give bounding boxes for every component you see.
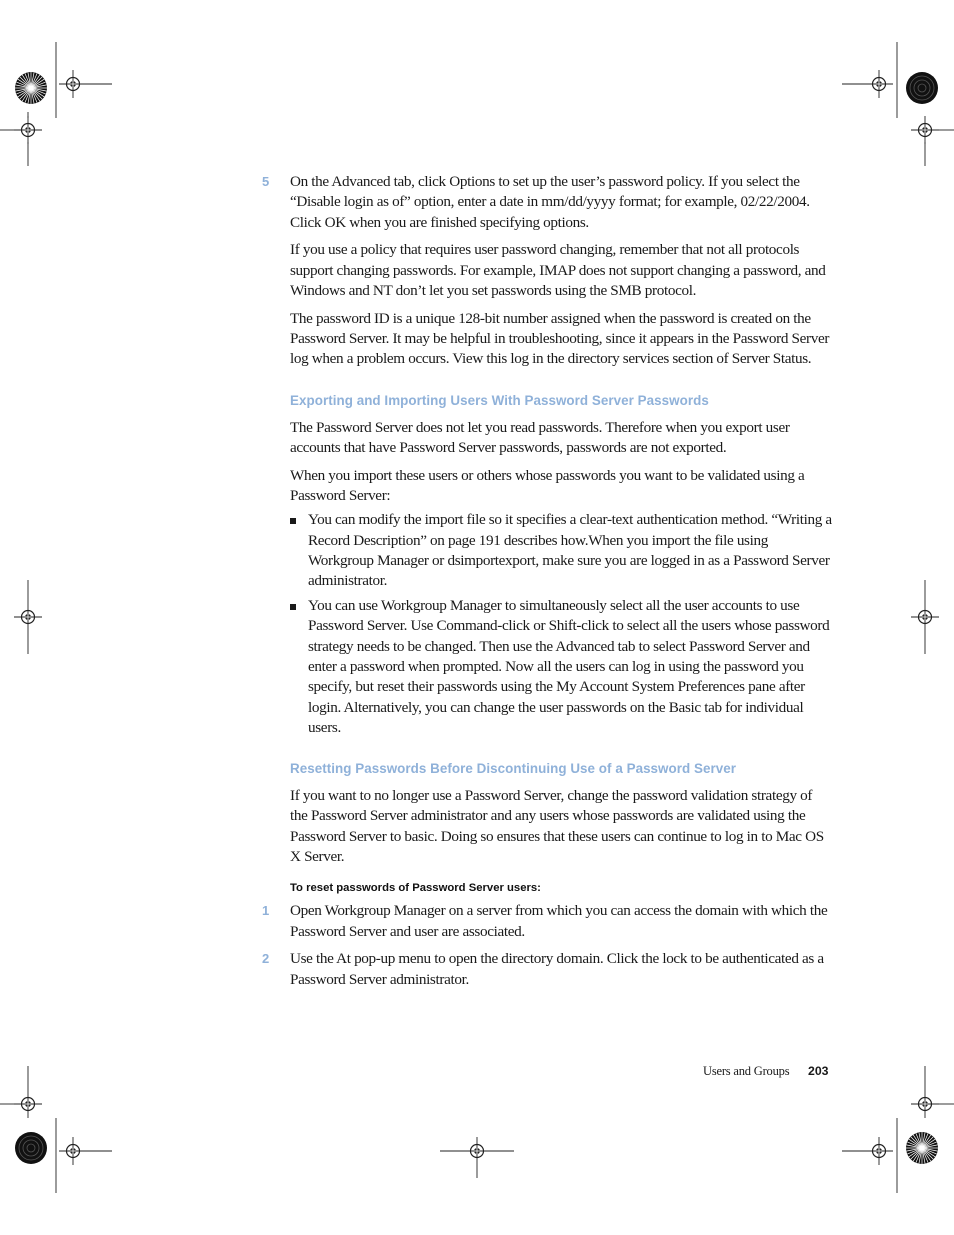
- bullet-list: [290, 510, 832, 738]
- paragraph-policy-note: If you use a policy that requires user password changing, remember that not all protocols support changing passwords. For example, IMAP does not support changing a password, and Windows and NT don’t let you set passwords using the SMB protocol.: [290, 241, 826, 299]
- step-2: [262, 949, 832, 990]
- task-title: To reset passwords of Password Server users:: [290, 882, 541, 895]
- paragraph-export-note: The Password Server does not let you read passwords. Therefore when you export user accounts that have Password Server passwords, passwords are not exported.: [290, 418, 790, 456]
- list-item-text: You can use Workgroup Manager to simultaneously select all the user accounts to use Password Server. Use Command-click or Shift-click to select all the users whose password strategy needs to be changed. Then use the Advanced tab to select Password Server and enter a password when prompted. Now all the users can log in using the password you specify, but reset their passwords using the My Account System Preferences pane after login. Alternatively, you can change the user passwords on the Basic tab for individual users.: [308, 597, 830, 736]
- section-heading-resetting: Resetting Passwords Before Discontinuing Use of a Password Server: [290, 761, 737, 777]
- paragraph-resetting: If you want to no longer use a Password Server, change the password validation strategy of the Password Server administrator and any users whose passwords are validated using the Password Server to basic. Doing so ensures that these users can continue to log in to Mac OS X Server.: [290, 787, 824, 866]
- step-number: 5: [262, 174, 270, 189]
- list-item: [290, 596, 832, 738]
- bullet-square-icon: [290, 604, 296, 610]
- section-heading-export-import: Exporting and Importing Users With Password Server Passwords: [290, 392, 709, 408]
- step-5: [262, 172, 832, 233]
- list-item-text: You can modify the import file so it specifies a clear-text authentication method. “Writing a Record Description” on page 191 describes how.When you import the file using Workgroup Manager or dsimportexport, make sure you are logged in as a Password Server administrator.: [308, 511, 832, 590]
- paragraph-password-id: The password ID is a unique 128-bit number assigned when the password is created on the Password Server. It may be helpful in troubleshooting, since it appears in the Password Server log when a problem occurs. View this log in the directory services section of Server Status.: [290, 309, 830, 368]
- step-text: On the Advanced tab, click Options to set up the user’s password policy. If you select the “Disable login as of” option, enter a date in mm/dd/yyyy format; for example, 02/22/2004. Click OK when you are finished specifying options.: [290, 173, 810, 231]
- list-item: [290, 510, 832, 591]
- step-number: 2: [262, 951, 270, 967]
- footer-section-label: Users and Groups: [703, 1064, 790, 1078]
- bullet-square-icon: [290, 518, 296, 524]
- step-1: [262, 901, 832, 942]
- step-text: Use the At pop-up menu to open the directory domain. Click the lock to be authenticated as a Password Server administrator.: [290, 950, 824, 988]
- page-body: [262, 172, 832, 998]
- step-number: 1: [262, 903, 270, 919]
- page-number: 203: [808, 1064, 829, 1078]
- step-text: Open Workgroup Manager on a server from which you can access the domain with which the Password Server and user are associated.: [290, 902, 828, 940]
- paragraph-import-intro: When you import these users or others whose passwords you want to be validated using a Password Server:: [290, 466, 805, 505]
